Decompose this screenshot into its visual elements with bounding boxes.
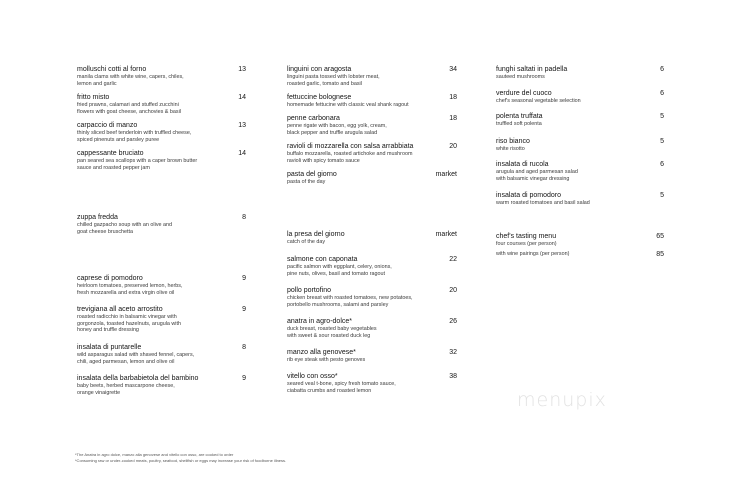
- menu-item: [287, 171, 337, 186]
- item-name: zuppa fredda: [77, 214, 118, 221]
- item-description: chili, aged parmesan, lemon and olive oil: [77, 358, 175, 365]
- item-name: penne carbonara: [287, 115, 340, 122]
- item-price: 65: [656, 233, 664, 240]
- menu-item: [287, 231, 345, 246]
- item-name: polenta truffata: [496, 113, 543, 120]
- item-description: four courses (per person): [496, 241, 557, 247]
- item-description: with balsamic vinegar dressing: [496, 175, 570, 182]
- footnote-cooked-to-order: *The Anatra in agro dolce, manzo alla genovese and vitello con osso, are cooked to order: [75, 452, 234, 457]
- item-description: pacific salmon with eggplant, celery, onions,: [287, 264, 392, 270]
- item-description: manila clams with white wine, capers, chiles,: [77, 74, 184, 80]
- item-name: molluschi cotti al forno: [77, 66, 147, 73]
- item-description: truffled soft polenta: [496, 121, 542, 127]
- item-description: arugula and aged parmesan salad: [496, 169, 578, 175]
- item-description: duck breast, roasted baby vegetables: [287, 326, 377, 332]
- item-price: 13: [238, 122, 246, 129]
- item-description: rib eye steak with pesto genoves: [287, 357, 366, 363]
- item-description: orange vinaigrette: [77, 389, 121, 396]
- item-description: spiced pinenuts and parsley puree: [77, 136, 160, 143]
- item-description: fresh mozzarella and extra virgin olive oil: [77, 289, 175, 296]
- item-description: lemon and garlic: [77, 80, 117, 87]
- menu-item: [77, 122, 191, 143]
- menu-item: [496, 138, 530, 153]
- item-description: with sweet & sour roasted duck leg: [287, 332, 371, 339]
- item-name: funghi saltati in padella: [496, 66, 568, 73]
- item-description: linguini pasta tossed with lobster meat,: [287, 74, 380, 80]
- item-description: ravioli with spicy tomato sauce: [287, 157, 360, 164]
- menu-item: [496, 113, 543, 128]
- item-price: 14: [238, 94, 246, 101]
- item-name: manzo alla genovese*: [287, 349, 356, 356]
- menu-item: [287, 143, 413, 164]
- item-price: 20: [449, 287, 457, 294]
- menu-item: [496, 233, 557, 248]
- item-price: market: [435, 231, 457, 238]
- item-price: 6: [660, 161, 664, 168]
- menu-item: [77, 375, 198, 396]
- menu-item: [287, 66, 380, 87]
- item-price: 32: [449, 349, 457, 356]
- menu-item: [77, 94, 181, 115]
- menu-item: [287, 115, 387, 136]
- item-name: caprese di pomodoro: [77, 275, 143, 282]
- item-name: pasta del giorno: [287, 171, 337, 178]
- item-price: 22: [449, 256, 457, 263]
- menu-item: [287, 256, 392, 277]
- item-description: warm roasted tomatoes and basil salad: [496, 200, 590, 206]
- item-name: ravioli di mozzarella con salsa arrabbiata: [287, 143, 414, 150]
- item-description: black pepper and truffle arugula salad: [287, 129, 378, 136]
- item-description: roasted radicchio in balsamic vinegar with: [77, 314, 177, 320]
- item-name: insalata di rucola: [496, 161, 549, 168]
- menu-item: [77, 150, 197, 171]
- item-description: sauteed mushrooms: [496, 74, 545, 80]
- item-price: 85: [656, 251, 664, 258]
- item-description: chef's seasonal vegetable selection: [496, 98, 581, 104]
- menu-item: [77, 214, 172, 235]
- item-price: 14: [238, 150, 246, 157]
- item-price: 9: [242, 275, 246, 282]
- item-price: 5: [660, 113, 664, 120]
- item-description: pan seared sea scallops with a caper brown butter: [77, 158, 198, 164]
- item-description: gorgonzola, toasted hazelnuts, arugula with: [77, 320, 181, 327]
- item-price: 5: [660, 138, 664, 145]
- menu-item: [287, 373, 396, 394]
- item-description: goat cheese bruschetta: [77, 228, 134, 235]
- item-price: 8: [242, 214, 246, 221]
- item-price: 9: [242, 306, 246, 313]
- item-description: white risotto: [496, 146, 525, 152]
- item-description: flowers with goat cheese, anchovies & basil: [77, 108, 181, 115]
- footnote-raw-food-warning: *Consuming raw or under-cooked meats, poultry, seafood, shellfish or eggs may increase your risk of foodborne illness.: [75, 458, 287, 463]
- item-name: insalata di puntarelle: [77, 344, 142, 351]
- item-description: pasta of the day: [287, 179, 326, 185]
- menu-item: [287, 318, 377, 339]
- item-name: fettuccine bolognese: [287, 94, 352, 101]
- item-description: ciabatta crumbs and roasted lemon: [287, 387, 372, 394]
- item-price: 26: [449, 318, 457, 325]
- item-price: 8: [242, 344, 246, 351]
- item-description: seared veal t-bone, spicy fresh tomato sauce,: [287, 381, 396, 387]
- menu-item: [287, 349, 365, 364]
- menu-item: [77, 306, 181, 334]
- item-description: fried prawns, calamari and stuffed zucchini: [77, 102, 179, 108]
- item-name: linguini con aragosta: [287, 66, 352, 73]
- item-price: 6: [660, 90, 664, 97]
- item-description: catch of the day: [287, 239, 326, 245]
- item-price: 38: [449, 373, 457, 380]
- item-name: salmone con caponata: [287, 256, 358, 263]
- item-name: anatra in agro-dolce*: [287, 318, 352, 325]
- item-description: chicken breast with roasted tomatoes, new potatoes,: [287, 295, 413, 301]
- item-description: pine nuts, olives, basil and tomato ragout: [287, 270, 385, 277]
- item-name: trevigiana all aceto arrostito: [77, 306, 163, 313]
- item-price: market: [435, 171, 457, 178]
- item-name: la presa del giorno: [287, 231, 345, 238]
- item-name: verdure del cuoco: [496, 90, 552, 97]
- item-price: 18: [449, 94, 457, 101]
- item-description: heirloom tomatoes, preserved lemon, herbs,: [77, 283, 183, 289]
- menu-item: [77, 275, 182, 296]
- menu-item: [496, 251, 569, 258]
- item-price: 6: [660, 66, 664, 73]
- item-name: pollo portofino: [287, 287, 331, 294]
- menupix-watermark-logo: menupix: [517, 389, 607, 411]
- item-description: homemade fettucine with classic veal shank ragout: [287, 102, 409, 108]
- item-price: 9: [242, 375, 246, 382]
- menu-item: [496, 192, 590, 207]
- item-price: 18: [449, 115, 457, 122]
- item-name: vitello con osso*: [287, 373, 338, 380]
- item-name: insalata di pomodoro: [496, 192, 561, 199]
- item-name: cappessante bruciato: [77, 150, 144, 157]
- menu-item: [496, 66, 567, 81]
- item-description: roasted garlic, tomato and basil: [287, 80, 362, 87]
- item-name: riso bianco: [496, 138, 530, 145]
- item-description: chilled gazpacho soup with an olive and: [77, 222, 172, 228]
- menu-item: [287, 287, 413, 308]
- item-description: thinly sliced beef tenderloin with truffled cheese,: [77, 130, 192, 136]
- item-name: carpaccio di manzo: [77, 122, 138, 129]
- menu-item: [496, 161, 578, 182]
- menu-item: [496, 90, 581, 105]
- menu-item: [77, 66, 184, 87]
- item-name: fritto misto: [77, 94, 110, 101]
- item-description: honey and truffle dressing: [77, 327, 139, 334]
- item-name: insalata della barbabietola del bambino: [77, 375, 199, 382]
- item-description: baby beets, herbed mascarpone cheese,: [77, 383, 175, 389]
- item-price: 34: [449, 66, 457, 73]
- item-price: 20: [449, 143, 457, 150]
- item-price: 13: [238, 66, 246, 73]
- item-description: sauce and roasted pepper jam: [77, 164, 150, 171]
- item-price: 5: [660, 192, 664, 199]
- item-description: wild asparagus salad with shaved fennel, capers,: [77, 352, 195, 358]
- menu-item: [77, 344, 194, 365]
- item-description: buffalo mozzarella, roasted artichoke and mushroom: [287, 151, 413, 157]
- menu-item: [287, 94, 409, 109]
- item-description: with wine pairings (per person): [496, 251, 570, 257]
- item-description: portobello mushrooms, salami and parsley: [287, 301, 389, 308]
- item-description: penne rigate with bacon, egg yolk, cream,: [287, 123, 387, 129]
- item-name: chef's tasting menu: [496, 233, 557, 240]
